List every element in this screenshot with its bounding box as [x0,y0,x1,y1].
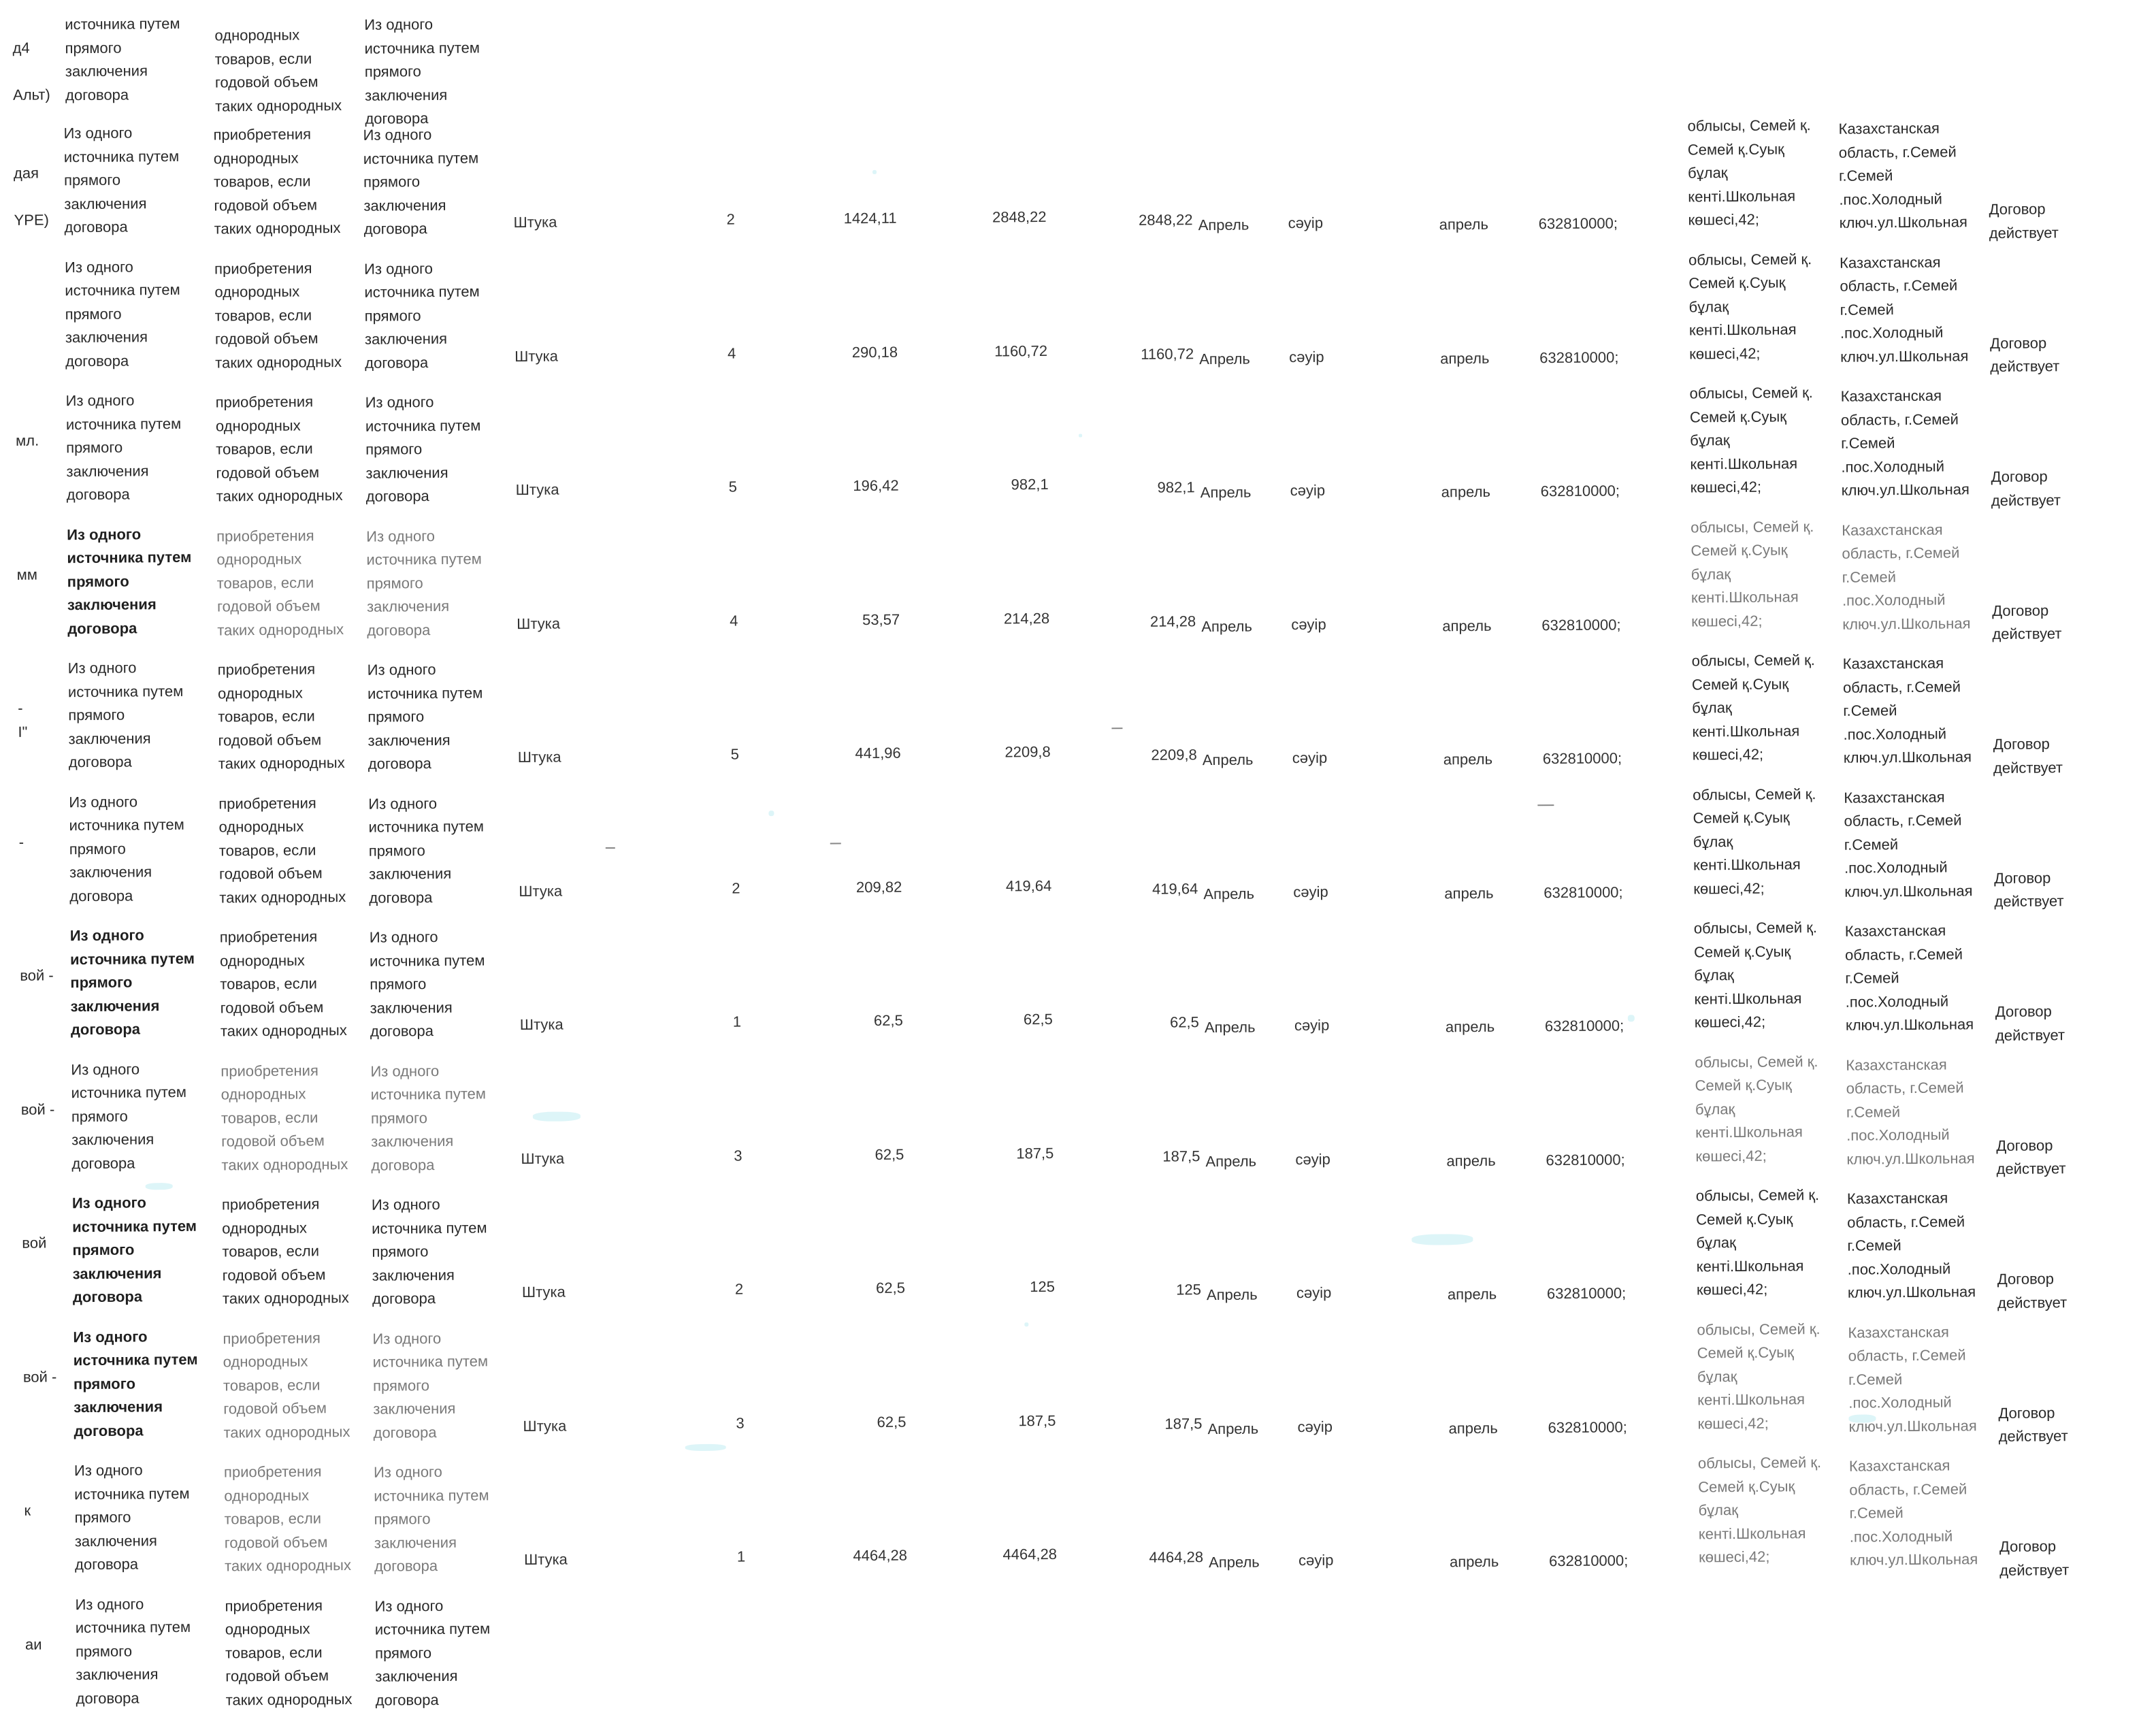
month-kz: сәуір [1298,1551,1334,1569]
month-ru-lower: апрель [1443,750,1493,768]
month-kz: сәуір [1294,1016,1330,1034]
scan-speck [1848,1414,1876,1422]
unit-price: 1424,11 [843,209,897,227]
month-ru-lower: апрель [1449,1552,1499,1571]
unit-price: 441,96 [855,744,901,762]
planned-sum: 1160,72 [994,342,1048,360]
unit: Штука [517,748,561,766]
kato-code: 632810000; [1548,1418,1627,1436]
unit-price: 62,5 [877,1413,906,1431]
month-ru: Апрель [1201,617,1253,635]
contract-status: Договор действует [1994,868,2064,911]
month-ru: Апрель [1198,216,1250,234]
quantity: 1 [736,1548,746,1565]
contract-status: Договор действует [1996,1136,2066,1178]
month-ru-lower: апрель [1441,483,1491,501]
scan-mark [606,847,615,849]
delivery-address-ru: Казахстанская область, г.Семей г.Семей .пос.Холодный ключ.ул.Школьная [1840,253,1969,365]
item-name: аи [24,1635,42,1653]
procurement-method-2: Из одного источника путем прямого заключения договора [369,928,485,1040]
scan-mark [1537,804,1554,806]
delivery-address-ru: Казахстанская область, г.Семей г.Семей .пос.Холодный ключ.ул.Школьная [1844,788,1973,900]
scan-mark [1111,728,1122,729]
planned-sum-vat: 2209,8 [1151,746,1197,764]
procurement-method-2: Из одного источника путем прямого заключения договора [372,1329,489,1441]
planned-sum-vat: 2848,22 [1138,211,1193,229]
procurement-method-2: Из одного источника путем прямого заключения договора [373,1463,489,1575]
planned-sum: 4464,28 [1002,1545,1058,1563]
delivery-address-kz: облысы, Семей қ. Семей қ.Суық бұлақ кенті.Школьная көшесі,42; [1693,919,1818,1031]
procurement-reason: приобретения однородных товаров, если годовой объем таких однородных [217,660,345,772]
scan-speck [872,170,877,174]
unit-price: 4464,28 [853,1546,908,1565]
kato-code: 632810000; [1541,615,1621,634]
planned-sum-vat: 1160,72 [1141,344,1194,363]
kato-code: 632810000; [1546,1284,1627,1303]
procurement-method: Из одного источника путем прямого заключения договора [67,525,192,637]
procurement-reason: приобретения однородных товаров, если годовой объем таких однородных [223,1463,352,1575]
procurement-method: Из одного источника путем прямого заключения договора [74,1461,190,1573]
month-kz: сәуір [1296,1284,1332,1302]
procurement-method: Из одного источника путем прямого заключения договора [71,1060,187,1172]
item-name: вой - [20,966,54,984]
procurement-method-2: Из одного источника путем прямого заключения договора [364,259,480,372]
scan-speck [685,1444,726,1451]
item-name: мм [16,566,37,583]
procurement-method: Из одного источника путем прямого заключения договора [67,659,184,771]
delivery-address-kz: облысы, Семей қ. Семей қ.Суық бұлақ кенті.Школьная көшесі,42; [1695,1186,1820,1298]
planned-sum: 62,5 [1023,1010,1053,1028]
contract-status: Договор действует [1991,468,2061,509]
item-name: вой - [22,1367,57,1386]
delivery-address-ru: Казахстанская область, г.Семей г.Семей .пос.Холодный ключ.ул.Школьная [1846,1056,1975,1168]
scan-mark [830,843,841,844]
contract-status: Договор действует [1999,1537,2070,1579]
planned-sum-vat: 982,1 [1157,478,1195,496]
procurement-method: Из одного источника путем прямого заключения договора [69,926,195,1039]
kato-code: 632810000; [1539,348,1619,366]
procurement-reason: приобретения однородных товаров, если годовой объем таких однородных [216,526,344,639]
month-kz: сәуір [1297,1418,1333,1435]
unit: Штука [521,1149,565,1167]
contract-status: Договор действует [1998,1403,2068,1446]
month-kz: сәуір [1295,1150,1330,1168]
month-ru: Апрель [1204,1018,1256,1036]
planned-sum-vat: 214,28 [1149,612,1196,630]
procurement-method-fragment: источника путем прямого заключения договора [65,14,180,103]
unit-price: 209,82 [855,878,902,896]
contract-status: Договор действует [1989,333,2060,376]
delivery-address-kz: облысы, Семей қ. Семей қ.Суық бұлақ кенті.Школьная көшесі,42; [1693,785,1816,897]
delivery-address-ru: Казахстанская область, г.Семей г.Семей .пос.Холодный ключ.ул.Школьная [1842,521,1971,633]
unit: Штука [523,1550,568,1569]
kato-code: 632810000; [1542,749,1622,768]
month-ru-lower: апрель [1447,1285,1497,1303]
unit: Штука [523,1417,567,1435]
scan-speck [768,811,774,816]
month-kz: сәуір [1291,615,1326,633]
item-name: дая YPE) [13,164,49,229]
kato-code: 632810000; [1544,1017,1624,1035]
month-ru: Апрель [1207,1420,1259,1437]
planned-sum: 125 [1030,1277,1055,1296]
procurement-method-2: Из одного источника путем прямого заключения договора [365,393,481,505]
quantity: 3 [734,1146,742,1164]
delivery-address-ru: Казахстанская область, г.Семей г.Семей .пос.Холодный ключ.ул.Школьная [1842,654,1972,766]
unit: Штука [519,1015,564,1034]
procurement-method: Из одного источника путем прямого заключения договора [69,792,184,904]
item-name: - [18,833,24,851]
quantity: 5 [728,478,737,495]
month-kz: сәуір [1288,214,1324,232]
unit: Штука [515,480,559,499]
procurement-method: Из одного источника путем прямого заключения договора [75,1595,191,1707]
contract-status: Договор действует [1992,601,2062,643]
procurement-method: Из одного источника путем прямого заключения договора [73,1327,198,1439]
procurement-method: Из одного источника путем прямого заключения договора [64,257,180,370]
delivery-address-kz: облысы, Семей қ. Семей қ.Суық бұлақ кенті.Школьная көшесі,42; [1697,1320,1820,1432]
month-kz: сәуір [1290,481,1326,500]
month-ru-lower: апрель [1439,215,1488,233]
month-ru-lower: апрель [1446,1152,1496,1169]
procurement-reason: приобретения однородных товаров, если годовой объем таких однородных [225,1596,353,1708]
procurement-method-2: Из одного источника путем прямого заключения договора [363,126,479,238]
item-name: вой [22,1234,47,1252]
procurement-reason: приобретения однородных товаров, если годовой объем таких однородных [223,1328,350,1441]
unit-price: 196,42 [853,476,899,495]
month-ru-lower: апрель [1448,1419,1498,1437]
quantity: 4 [728,344,736,362]
month-kz: сәуір [1292,749,1328,767]
procurement-method-2: Из одного источника путем прямого заключения договора [368,794,484,906]
delivery-address-kz: облысы, Семей қ. Семей қ.Суық бұлақ кенті.Школьная көшесі,42; [1697,1454,1822,1566]
planned-sum-vat: 419,64 [1152,879,1198,898]
kato-code: 632810000; [1546,1150,1625,1169]
quantity: 4 [730,612,738,630]
procurement-reason: приобретения однородных товаров, если годовой объем таких однородных [221,1195,349,1307]
month-kz: сәуір [1289,348,1324,365]
scan-speck [146,1183,173,1190]
planned-sum-vat: 62,5 [1169,1013,1199,1031]
unit-price: 62,5 [873,1011,903,1029]
unit: Штука [513,213,557,231]
delivery-address-kz: облысы, Семей қ. Семей қ.Суық бұлақ кенті.Школьная көшесі,42; [1690,517,1814,630]
unit-price: 62,5 [875,1279,905,1296]
unit: Штука [521,1283,566,1301]
procurement-method-2: Из одного источника путем прямого заключения договора [366,527,482,639]
unit-price: 53,57 [862,610,900,628]
procurement-method-2: Из одного источника путем прямого заключения договора [370,1062,487,1174]
procurement-method: Из одного источника путем прямого заключения договора [71,1194,197,1306]
scan-speck [1628,1015,1635,1022]
quantity: 5 [730,745,740,763]
item-name [14,295,65,296]
procurement-method-2: Из одного источника путем прямого заключения договора [374,1597,491,1709]
quantity: 2 [734,1280,744,1298]
unit-price: 290,18 [851,343,898,361]
scan-speck [1024,1322,1028,1326]
delivery-address-kz: облысы, Семей қ. Семей қ.Суық бұлақ кенті.Школьная көшесі,42; [1691,651,1815,764]
kato-code: 632810000; [1548,1552,1629,1570]
procurement-reason-fragment: однородных товаров, если годовой объем таких однородных [214,26,342,115]
planned-sum-vat: 125 [1176,1281,1202,1298]
procurement-method: Из одного источника путем прямого заключения договора [65,391,182,504]
item-name: вой - [20,1100,55,1118]
quantity: 2 [726,210,735,228]
delivery-address-kz: облысы, Семей қ. Семей қ.Суық бұлақ кенті.Школьная көшесі,42; [1695,1052,1818,1164]
delivery-address-ru: Казахстанская область, г.Семей г.Семей .пос.Холодный ключ.ул.Школьная [1844,921,1974,1034]
unit: Штука [517,615,561,632]
quantity: 2 [732,879,740,897]
delivery-address-kz: облысы, Семей қ. Семей қ.Суық бұлақ кенті.Школьная көшесі,42; [1688,250,1812,363]
month-kz: сәуір [1293,883,1328,900]
month-ru: Апрель [1206,1286,1258,1304]
contract-status: Договор действует [1989,200,2059,242]
delivery-address-kz: облысы, Семей қ. Семей қ.Суық бұлақ кенті.Школьная көшесі,42; [1689,384,1813,496]
procurement-reason: приобретения однородных товаров, если годовой объем таких однородных [220,1061,348,1173]
kato-code: 632810000; [1544,883,1623,901]
month-ru: Апрель [1208,1553,1260,1571]
procurement-reason: приобретения однородных товаров, если годовой объем таких однородных [213,125,341,238]
scan-speck [533,1111,581,1122]
month-ru-lower: апрель [1444,884,1494,902]
kato-code: 632810000; [1540,482,1620,500]
month-ru-lower: апрель [1442,617,1492,634]
delivery-address-ru: Казахстанская область, г.Семей г.Семей .пос.Холодный ключ.ул.Школьная [1840,387,1970,499]
scan-speck [1079,434,1082,438]
contract-status: Договор действует [1997,1270,2068,1311]
procurement-reason: приобретения однородных товаров, если годовой объем таких однородных [214,259,342,372]
procurement-method-2: Из одного источника путем прямого заключения договора [367,661,483,772]
unit: Штука [514,347,559,365]
month-ru: Апрель [1199,350,1250,368]
planned-sum: 2209,8 [1004,742,1051,761]
contract-status: Договор действует [1995,1002,2065,1044]
scan-speck [1411,1234,1473,1245]
kato-code: 632810000; [1538,214,1618,233]
item-name-fragment: д4 Альт) [12,39,50,103]
month-ru: Апрель [1203,885,1255,902]
month-ru: Апрель [1202,751,1254,769]
month-ru: Апрель [1205,1152,1257,1170]
delivery-address-kz: облысы, Семей қ. Семей қ.Суық бұлақ кенті.Школьная көшесі,42; [1687,116,1811,229]
item-name: - I" [18,699,28,740]
planned-sum: 187,5 [1018,1411,1056,1429]
procurement-method-fragment-2: Из одного источника путем прямого заключения договора [364,16,480,127]
delivery-address-ru: Казахстанская область, г.Семей г.Семей .пос.Холодный ключ.ул.Школьная [1846,1189,1976,1301]
planned-sum: 214,28 [1003,609,1050,627]
procurement-reason: приобретения однородных товаров, если годовой объем таких однородных [215,393,343,505]
planned-sum-vat: 4464,28 [1149,1548,1204,1566]
item-name: мл. [15,431,39,449]
contract-status: Договор действует [1993,735,2063,777]
planned-sum: 982,1 [1011,475,1049,493]
procurement-method: Из одного источника путем прямого заключения договора [63,124,180,236]
month-ru: Апрель [1200,483,1252,502]
procurement-reason: приобретения однородных товаров, если годовой объем таких однородных [219,928,347,1040]
planned-sum-vat: 187,5 [1162,1147,1200,1165]
month-ru-lower: апрель [1440,349,1490,367]
unit-price: 62,5 [875,1145,904,1163]
quantity: 1 [732,1013,742,1030]
delivery-address-ru: Казахстанская область, г.Семей г.Семей .пос.Холодный ключ.ул.Школьная [1838,119,1967,231]
quantity: 3 [736,1414,745,1432]
planned-sum: 419,64 [1005,877,1052,894]
procurement-reason: приобретения однородных товаров, если годовой объем таких однородных [218,794,346,906]
procurement-method-2: Из одного источника путем прямого заключения договора [371,1195,487,1307]
planned-sum: 187,5 [1016,1144,1054,1162]
planned-sum-vat: 187,5 [1164,1414,1203,1433]
planned-sum: 2848,22 [992,208,1047,226]
unit: Штука [519,882,563,900]
delivery-address-ru: Казахстанская область, г.Семей г.Семей .пос.Холодный ключ.ул.Школьная [1848,1456,1978,1569]
delivery-address-ru: Казахстанская область, г.Семей г.Семей .пос.Холодный ключ.ул.Школьная [1848,1323,1977,1435]
item-name: к [24,1501,31,1519]
month-ru-lower: апрель [1445,1017,1495,1036]
